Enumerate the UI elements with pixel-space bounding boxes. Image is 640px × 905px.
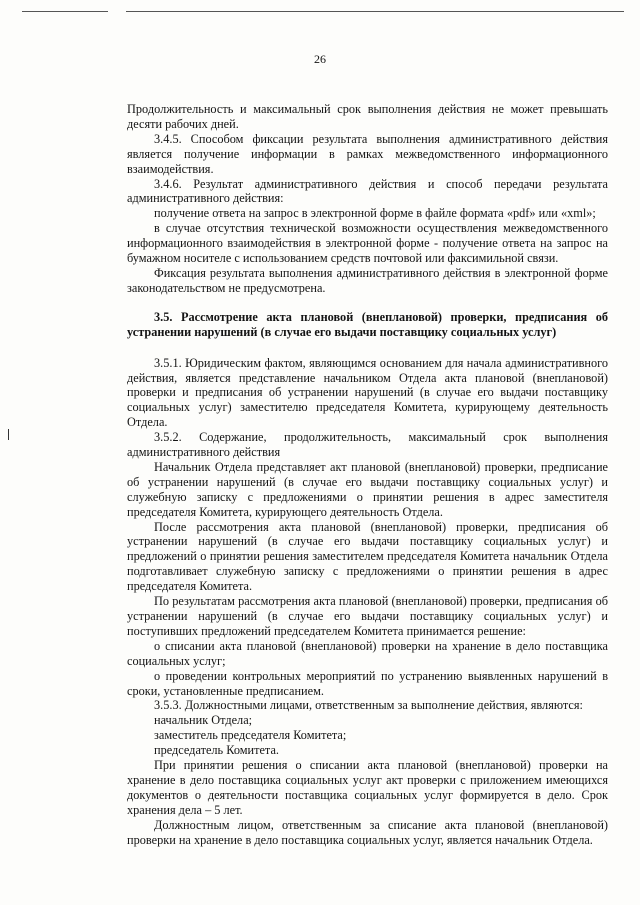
paragraph-3-5-3: 3.5.3. Должностными лицами, ответственным за выполнение действия, являются: [154,698,583,713]
paragraph-after-review: После рассмотрения акта плановой (внеплановой) проверки, предписания об устранении нарушений (в случае его выдачи поставщику социальных услуг) и предложений о принятии решения заместителем председателя Комитета начальник Отдела подготавливает служебную записку с предложениями о принятии решения в адрес председателя Комитета. [127,519,608,594]
paragraph-archive-decision: При принятии решения о списании акта плановой (внеплановой) проверки на хранение в дело поставщика социальных услуг акт проверки с приложением имеющихся документов о деятельности поставщика социальных услуг формируется в дело. Срок хранения дела – 5 лет. [127,758,608,817]
paragraph-3-5-1: 3.5.1. Юридическим фактом, являющимся основанием для начала административного действия, является представление начальником Отдела акта плановой (внеплановой) проверки и предписания об устранении нарушений (в случае его выдачи поставщику социальных услуг) заместителю председателя Комитета, курирующему деятельность Отдела. [127,355,608,430]
paragraph-electronic-response: получение ответа на запрос в электронной форме в файле формата «pdf» или «xml»; [154,206,596,221]
paragraph-head-presents-act: Начальник Отдела представляет акт плановой (внеплановой) проверки, предписание об устранении нарушений (в случае его выдачи поставщику социальных услуг) и служебную записку с предложениями о принятии решения в адрес заместителя председателя Комитета, курирующего деятельность Отдела. [127,459,608,519]
top-rule-left [22,11,108,12]
top-rule-right [126,11,624,12]
margin-mark [8,429,9,440]
paragraph-paper-response: в случае отсутствия технической возможности осуществления межведомственного информационного взаимодействия в электронной форме - получение ответа на запрос на бумажном носителе с использованием средств почтовой или факсимильной связи. [127,221,608,266]
section-heading-3-5: 3.5. Рассмотрение акта плановой (внеплановой) проверки, предписания об устранении нарушений (в случае его выдачи поставщику социальных услуг) [127,309,608,340]
paragraph-3-5-2: 3.5.2. Содержание, продолжительность, максимальный срок выполнения административного действия [127,430,608,460]
paragraph-duration-limit: Продолжительность и максимальный срок выполнения действия не может превышать десяти рабочих дней. [127,102,608,131]
paragraph-3-4-6: 3.4.6. Результат административного действия и способ передачи результата административного действия: [127,176,608,206]
page-number: 26 [314,52,326,66]
paragraph-decision-option-archive: о списании акта плановой (внеплановой) проверки на хранение в дело поставщика социальных услуг; [127,638,608,668]
list-item-deputy-chair: заместитель председателя Комитета; [154,728,347,743]
paragraph-decision: По результатам рассмотрения акта плановой (внеплановой) проверки, предписания об устранении нарушений (в случае его выдачи поставщику социальных услуг) и поступивших предложений председателем Комитета принимается решение: [127,594,608,638]
paragraph-responsible-official: Должностным лицом, ответственным за списание акта плановой (внеплановой) проверки на хранение в дело поставщика социальных услуг, является начальник Отдела. [127,817,608,847]
list-item-chair: председатель Комитета. [154,743,279,758]
list-item-head-of-department: начальник Отдела; [154,713,253,728]
paragraph-decision-option-control: о проведении контрольных мероприятий по устранению выявленных нарушений в сроки, установленные предписанием. [127,668,608,698]
paragraph-3-4-5: 3.4.5. Способом фиксации результата выполнения административного действия является получение информации в рамках межведомственного информационного взаимодействия. [127,131,608,176]
paragraph-fixation: Фиксация результата выполнения административного действия в электронной форме законодательством не предусмотрена. [127,265,608,295]
document-body [127,102,608,848]
